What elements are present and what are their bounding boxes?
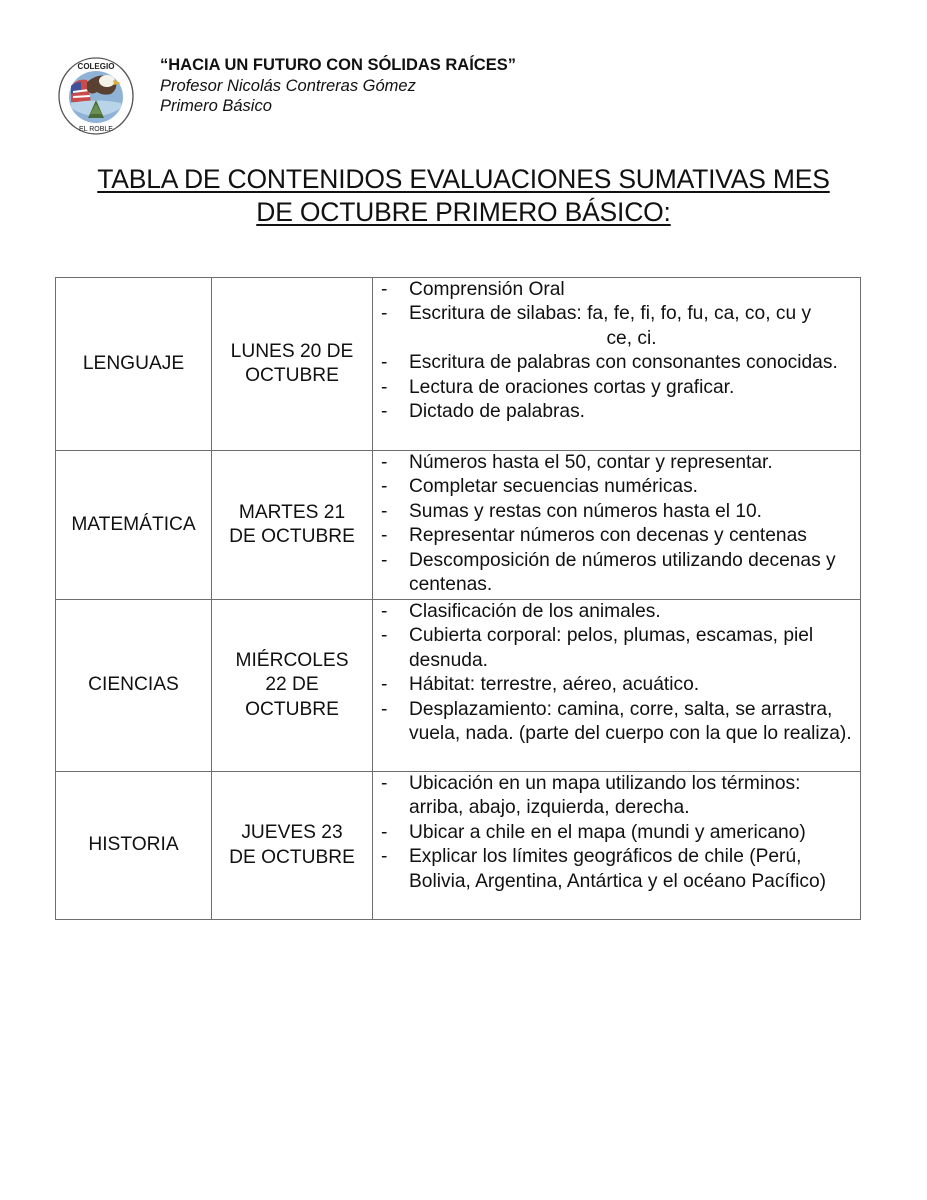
list-item-text: Ubicar a chile en el mapa (mundi y americano) xyxy=(409,821,806,843)
list-item-text: Hábitat: terrestre, aéreo, acuático. xyxy=(409,674,700,696)
table-row xyxy=(56,600,861,772)
list-item xyxy=(379,524,854,548)
svg-text:EL ROBLE: EL ROBLE xyxy=(79,126,113,133)
table-row xyxy=(56,278,861,451)
document-title xyxy=(60,163,867,229)
table-row xyxy=(56,451,861,600)
school-motto: “HACIA UN FUTURO CON SÓLIDAS RAÍCES” xyxy=(160,56,516,74)
list-item xyxy=(379,475,854,499)
dash-bullet-icon: - xyxy=(381,821,388,843)
date-cell xyxy=(212,772,373,920)
dash-bullet-icon: - xyxy=(381,525,388,547)
contents-cell xyxy=(373,278,861,451)
dash-bullet-icon: - xyxy=(381,401,388,423)
date-cell xyxy=(212,600,373,772)
dash-bullet-icon: - xyxy=(381,674,388,696)
school-header xyxy=(160,55,516,117)
list-item xyxy=(379,772,854,821)
dash-bullet-icon: - xyxy=(381,452,388,473)
list-item-text: Escritura de silabas: fa, fe, fi, fo, fu, ca, co, cu y xyxy=(409,303,812,325)
table-row xyxy=(56,772,861,920)
list-item-text: Representar números con decenas y centenas xyxy=(409,525,807,547)
list-item xyxy=(379,821,854,845)
teacher-name: Profesor Nicolás Contreras Gómez xyxy=(160,76,416,95)
list-item xyxy=(379,400,854,424)
list-item xyxy=(379,500,854,524)
contents-cell xyxy=(373,772,861,920)
date-cell xyxy=(212,278,373,451)
subject-cell xyxy=(56,278,212,451)
date-text: 22 DE xyxy=(265,674,319,696)
school-crest-icon xyxy=(57,56,135,136)
contents-list xyxy=(379,451,854,597)
list-item xyxy=(379,302,854,351)
subject-label: CIENCIAS xyxy=(88,674,179,696)
list-item-text: Descomposición de números utilizando decenas y centenas. xyxy=(409,549,836,596)
list-item xyxy=(379,278,854,302)
date-text: LUNES 20 DE xyxy=(230,340,354,362)
title-line-1: TABLA DE CONTENIDOS EVALUACIONES SUMATIVAS MES xyxy=(97,164,830,194)
subject-label: HISTORIA xyxy=(88,834,179,856)
list-item-text: Comprensión Oral xyxy=(409,279,565,300)
dash-bullet-icon: - xyxy=(381,846,388,868)
list-item-text: Desplazamiento: camina, corre, salta, se arrastra, vuela, nada. (parte del cuerpo con la que lo realiza). xyxy=(409,698,852,745)
list-item xyxy=(379,624,854,673)
list-item-text: Cubierta corporal: pelos, plumas, escamas, piel desnuda. xyxy=(409,625,814,671)
date-text: DE OCTUBRE xyxy=(229,846,355,868)
date-text: JUEVES 23 xyxy=(241,822,343,844)
dash-bullet-icon: - xyxy=(381,352,388,374)
svg-text:COLEGIO: COLEGIO xyxy=(77,62,115,71)
date-text: MIÉRCOLES xyxy=(235,649,349,671)
contents-cell xyxy=(373,600,861,772)
list-item-text: Completar secuencias numéricas. xyxy=(409,476,699,498)
subject-cell xyxy=(56,772,212,920)
dash-bullet-icon: - xyxy=(381,698,388,720)
subject-cell xyxy=(56,451,212,600)
dash-bullet-icon: - xyxy=(381,549,388,571)
contents-list xyxy=(379,278,854,424)
list-item-continuation: ce, ci. xyxy=(606,327,657,349)
list-item-text: Dictado de palabras. xyxy=(409,401,585,423)
dash-bullet-icon: - xyxy=(381,500,388,522)
list-item-text: Lectura de oraciones cortas y graficar. xyxy=(409,376,735,398)
dash-bullet-icon: - xyxy=(381,625,388,647)
contents-cell xyxy=(373,451,861,600)
date-text: MARTES 21 xyxy=(238,501,346,523)
subject-label: LENGUAJE xyxy=(82,352,185,374)
list-item xyxy=(379,549,854,598)
list-item xyxy=(379,673,854,697)
date-cell xyxy=(212,451,373,600)
school-logo xyxy=(57,56,135,136)
dash-bullet-icon: - xyxy=(381,601,388,622)
list-item xyxy=(379,451,854,475)
list-item-text: Números hasta el 50, contar y representar. xyxy=(409,452,773,473)
list-item-text: Escritura de palabras con consonantes conocidas. xyxy=(409,352,838,374)
list-item xyxy=(379,376,854,400)
dash-bullet-icon: - xyxy=(381,376,388,398)
date-text: DE OCTUBRE xyxy=(229,526,355,547)
date-text: OCTUBRE xyxy=(245,365,339,386)
list-item xyxy=(379,351,854,375)
list-item-text: Clasificación de los animales. xyxy=(409,601,661,622)
dash-bullet-icon: - xyxy=(381,279,388,300)
dash-bullet-icon: - xyxy=(381,773,388,794)
date-text: OCTUBRE xyxy=(245,698,339,720)
subject-cell xyxy=(56,600,212,772)
dash-bullet-icon: - xyxy=(381,476,388,498)
contents-list xyxy=(379,600,854,746)
list-item xyxy=(379,600,854,624)
contents-list xyxy=(379,772,854,894)
dash-bullet-icon: - xyxy=(381,303,388,325)
list-item-text: Sumas y restas con números hasta el 10. xyxy=(409,500,763,522)
list-item xyxy=(379,698,854,747)
subject-label: MATEMÁTICA xyxy=(71,513,196,535)
list-item-text: Explicar los límites geográficos de chile (Perú, Bolivia, Argentina, Antártica y el océano Pacífico) xyxy=(409,846,827,892)
evaluation-schedule-table xyxy=(55,277,861,920)
title-line-2: DE OCTUBRE PRIMERO BÁSICO: xyxy=(256,197,671,227)
list-item xyxy=(379,845,854,894)
grade-label: Primero Básico xyxy=(160,97,272,115)
list-item-text: Ubicación en un mapa utilizando los términos: arriba, abajo, izquierda, derecha. xyxy=(409,773,801,819)
